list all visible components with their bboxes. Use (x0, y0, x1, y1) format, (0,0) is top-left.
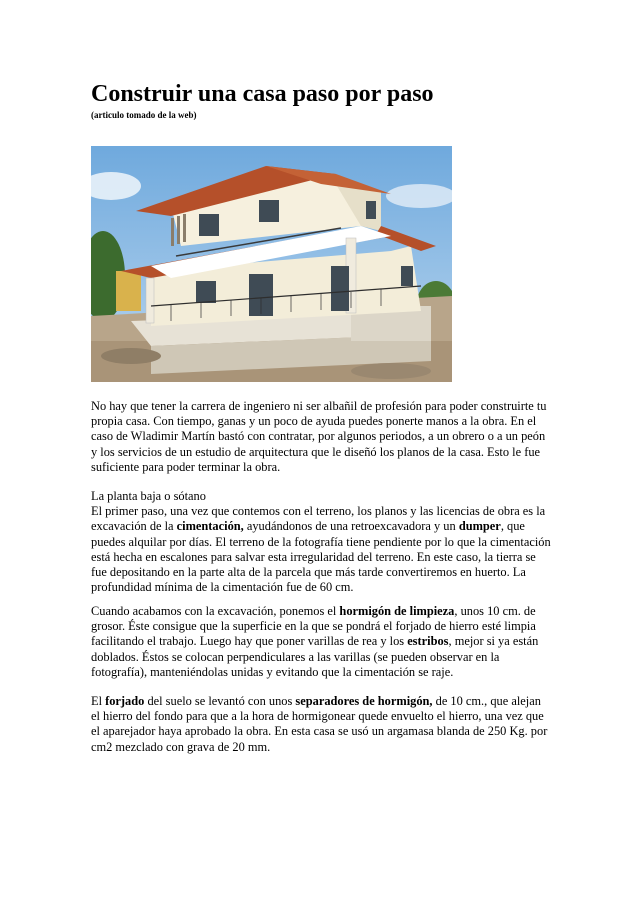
paragraph-forjado (91, 694, 551, 755)
text-run: , unos 10 cm. de grosor. Éste consigue que la superficie en la que se pondrá el forjado de hierro esté limpia facilitando el trabajo. Luego hay que poner varillas de rea y los (91, 604, 536, 649)
bold-term: forjado (105, 694, 145, 708)
text-run: de 10 cm., que alejan el hierro del fondo para que a la hora de hormigonear quede envuelto el hierro, una vez que el aparejador haya aprobado la obra. En esta casa se usó un argamasa blanda de 250 Kg. por cm2 mezclado con grava de 20 mm. (91, 694, 548, 754)
bold-term: separadores de hormigón, (295, 694, 433, 708)
bold-term: hormigón de limpieza (339, 604, 455, 618)
paragraph-planta-baja (91, 489, 551, 595)
text-run: , mejor si ya están doblados. Éstos se colocan perpendiculares a las varillas (se pueden observar en la fotografía), manteniéndolas unidas y evitando que la cimentación se raje. (91, 634, 539, 679)
bold-term: estribos (407, 634, 449, 649)
house-photo (91, 146, 452, 382)
section-heading: La planta baja o sótano (91, 489, 206, 503)
text-run: El primer paso, una vez que contemos con el terreno, los planos y las licencias de obra es la excavación de la (91, 504, 546, 534)
bold-term: cimentación, (176, 519, 244, 534)
text-run: Cuando acabamos con la excavación, ponemos el (91, 604, 340, 618)
bold-term: dumper (458, 519, 501, 534)
paragraph-hormigon (91, 604, 551, 680)
text-run: El (91, 694, 106, 708)
text-run: , que puedes alquilar por días. El terreno de la fotografía tiene pendiente por lo que la cimentación está hecha en escalones para salvar esta irregularidad del terreno. En este caso, la tierra se fue depositando en la parte alta de la parcela que más tarde convertiremos en huerto. La profundidad mínima de la cimentación fue de 60 cm. (91, 519, 551, 595)
text-run: del suelo se levantó con unos (144, 694, 296, 708)
text-run: ayudándonos de una retroexcavadora y un (243, 519, 459, 534)
page-title: Construir una casa paso por paso (91, 81, 434, 107)
paragraph-intro: No hay que tener la carrera de ingeniero ni ser albañil de profesión para poder construirte tu propia casa. Con tiempo, ganas y un poco de ayuda puedes ponerte manos a la obra. En el caso de Wladimir Martín bastó con contratar, por algunos periodos, a un obrero o a un peón y los servicios de un estudio de arquitectura que le diseñó los planos de la casa. Esto le fue suficiente para poder terminar la obra. (91, 399, 547, 474)
page-subtitle: (articulo tomado de la web) (91, 110, 197, 120)
